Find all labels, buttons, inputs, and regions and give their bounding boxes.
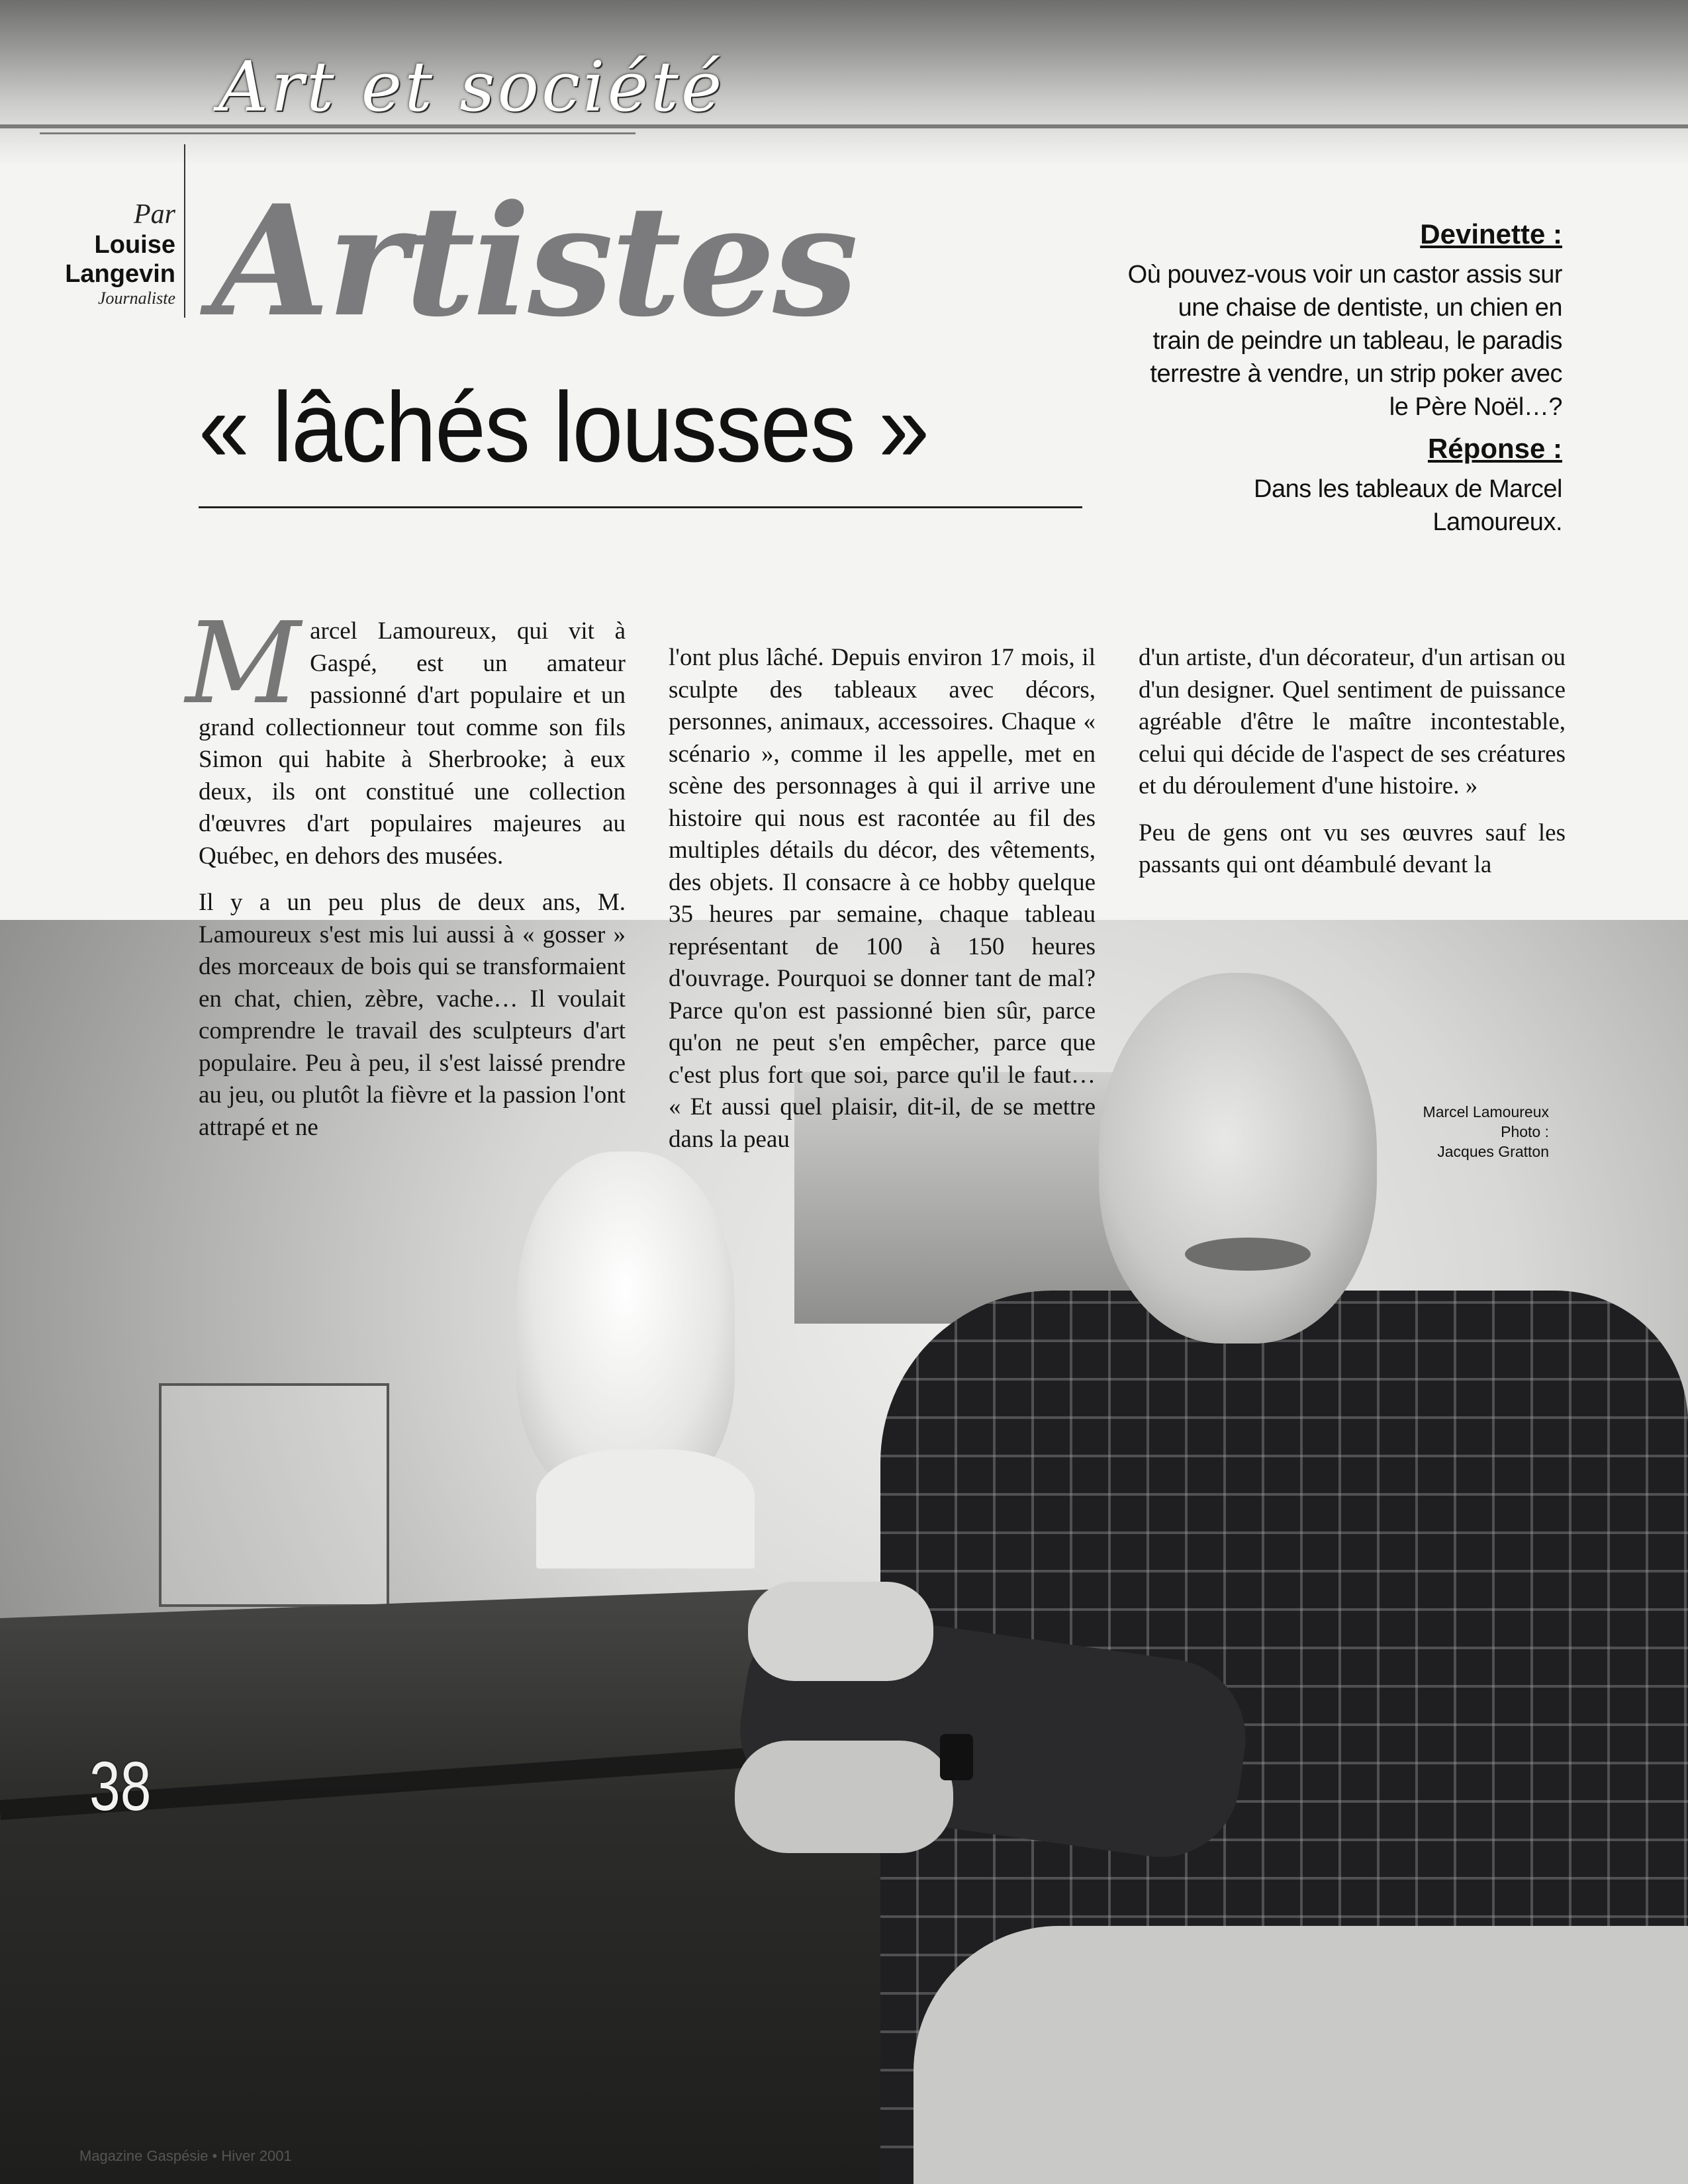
photo-caption	[1390, 1102, 1549, 1161]
caption-credit: Jacques Gratton	[1437, 1143, 1549, 1160]
riddle-box	[1125, 218, 1562, 539]
photo-boxing-ring-sculpture	[159, 1383, 389, 1607]
riddle-answer-heading: Réponse :	[1427, 433, 1562, 464]
byline-divider	[184, 144, 185, 318]
byline	[60, 199, 175, 308]
footer-publication: Magazine Gaspésie • Hiver 2001	[79, 2148, 292, 2164]
article-column-1	[185, 598, 626, 1158]
author-last-name: Langevin	[65, 260, 175, 288]
riddle-answer-text: Dans les tableaux de Marcel Lamoureux.	[1254, 475, 1562, 536]
header-divider-accent	[40, 132, 635, 134]
photo-person-hand-top	[748, 1582, 933, 1681]
riddle-question-text: Où pouvez-vous voir un castor assis sur une chaise de dentiste, un chien en train de peindre un tableau, le paradis terrestre à vendre, un strip poker avec le Père Noël…?	[1127, 261, 1562, 421]
section-title: Art et société	[218, 46, 725, 127]
photo-bust-sculpture	[516, 1152, 735, 1496]
article-paragraph: Peu de gens ont vu ses œuvres sauf les passants qui ont déambulé devant la	[1139, 819, 1566, 878]
riddle-question-heading: Devinette :	[1420, 218, 1562, 250]
drop-cap: M	[185, 598, 301, 729]
author-role: Journaliste	[98, 289, 175, 308]
photo-person-hand-bottom	[735, 1741, 953, 1853]
page-number: 38	[89, 1748, 152, 1825]
article-paragraph	[185, 598, 626, 872]
caption-subject: Marcel Lamoureux	[1423, 1103, 1549, 1120]
headline-sub: « lâchés lousses »	[199, 371, 929, 482]
photo-person-watch	[940, 1734, 973, 1780]
headline-main: Artistes	[212, 172, 856, 351]
photo-person-mustache	[1185, 1238, 1311, 1271]
article-column-3	[1139, 642, 1566, 896]
article-text: arcel Lamoureux, qui vit à Gaspé, est un amateur passionné d'art populaire et un grand collectionneur tout comme son fils Simon qui habite à Sherbrooke; à eux deux, ils ont constitué une collection d'œuvres d'art populaires majeures au Québec, en dehors des musées.	[199, 617, 626, 870]
article-column-2	[669, 642, 1096, 1170]
photo-bust-base	[536, 1449, 755, 1569]
byline-prefix: Par	[134, 199, 175, 230]
author-first-name: Louise	[94, 231, 175, 259]
headline-underline	[199, 506, 1082, 508]
photo-person-pants	[914, 1926, 1688, 2184]
article-paragraph: l'ont plus lâché. Depuis environ 17 mois, il sculpte des tableaux avec décors, personnes, animaux, accessoires. Chaque « scénario », comme il les appelle, met en scène des personnages à qui il arrive une histoire qui nous est racontée au fil des multiples détails du décor, des vêtements, des objets. Il consacre à ce hobby quelque 35 heures par semaine, chaque tableau représentant de 100 à 150 heures d'ouvrage. Pourquoi se donner tant de mal? Parce qu'on est passionné bien sûr, parce qu'on ne peut s'en empêcher, parce que c'est plus fort que soi, parce qu'il le faut… « Et aussi quel plaisir, dit-il, de se mettre dans la peau	[669, 644, 1096, 1153]
photo-person-head	[1099, 973, 1377, 1343]
article-paragraph: Il y a un peu plus de deux ans, M. Lamoureux s'est mis lui aussi à « gosser » des morceaux de bois qui se transformaient en chat, chien, zèbre, vache… Il voulait comprendre le travail des sculpteurs d'art populaire. Peu à peu, il s'est laissé prendre au jeu, ou plutôt la fièvre et la passion l'ont attrapé et ne	[199, 889, 626, 1141]
caption-label: Photo :	[1501, 1123, 1549, 1140]
article-paragraph: d'un artiste, d'un décorateur, d'un artisan ou d'un designer. Quel sentiment de puissance agréable d'être le maître incontestable, celui qui décide de l'aspect de ses créatures et du déroulement d'une histoire. »	[1139, 644, 1566, 799]
